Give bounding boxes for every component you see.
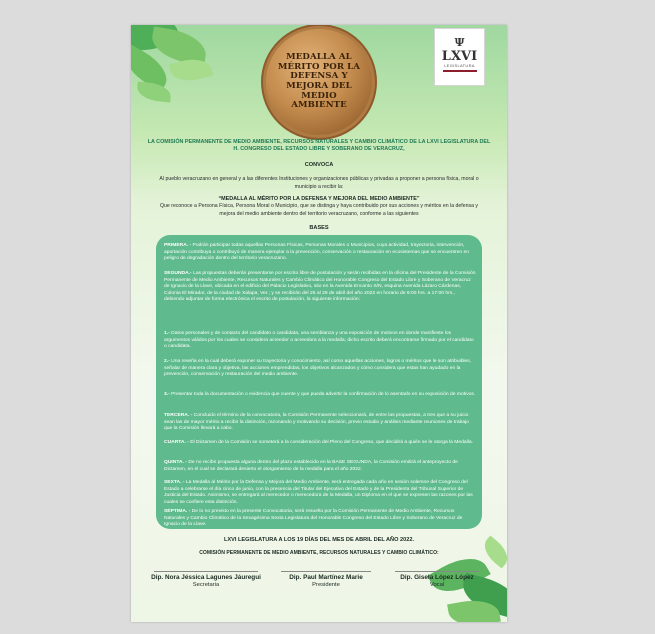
signatory-name: Dip. Nora Jéssica Lagunes Jáuregui <box>151 574 261 581</box>
logo-mark: Ψ <box>454 36 465 49</box>
base-text: Presentar toda la documentación o evidencia que cuente y que pueda advertir la confirmación de lo asentado en su exposición de motivos. <box>169 392 476 397</box>
base-text: Una reseña en la cual deberá exponer su trayectoria y conocimiento, así como aquellas acciones, logros o méritos que le son atribuibles, señalar de manera clara y objetiva, las acciones emprendidas, los objetivos alcanzados y cómo considera que estas han ayudado en la prevención, conservación y restauración del medio ambiente. <box>164 359 472 378</box>
medal-emblem <box>266 29 372 135</box>
commission-heading: LA COMISIÓN PERMANENTE DE MEDIO AMBIENTE, RECURSOS NATURALES Y CAMBIO CLIMÁTICO DE LA LXVI LEGISLATURA DEL H. CONGRESO DEL ESTADO LIBRE Y SOBERANO DE VERACRUZ, <box>147 139 491 153</box>
base-lead: 1.- <box>164 331 170 336</box>
base-paragraph <box>164 413 476 433</box>
signatory-name: Dip. Paul Martínez Marie <box>289 574 363 581</box>
base-lead: QUINTA. - <box>164 460 187 465</box>
convocatoria-poster <box>131 25 507 622</box>
logo-subtitle: LEGISLATURA <box>444 63 475 68</box>
base-text: Datos personales y de contacto del candidato o candidata, una semblanza y una exposición de motivos en donde manifieste los argumentos válidos por los cuales se considera acreedor o acreedora a la medalla; dicho escrito deberá encontrarse firmado por el candidato o candidata. <box>164 331 474 350</box>
base-text: El Dictamen de la Comisión se someterá a la consideración del Pleno del Congreso, que decidirá a quién se le otorga la Medalla. <box>188 440 473 445</box>
bases-title: BASES <box>309 225 329 231</box>
leaf-decoration <box>136 82 171 103</box>
base-paragraph <box>164 331 476 351</box>
signature-line <box>154 571 258 572</box>
base-text: Podrán participar todas aquellas Personas Físicas, Personas Morales o Municipios, cuya actividad, trayectoria, intervención, aportación contribuya o contribuyó de manera ejemplar a la prevención, conservación o restauración en ecosistemas que se encuentren en peligro de degradación dentro del territorio veracruzano. <box>164 243 469 262</box>
legislature-logo <box>434 28 485 86</box>
signatory-role: Secretaria <box>192 582 220 588</box>
base-paragraph <box>164 392 476 399</box>
base-lead: 3.- <box>164 392 170 397</box>
signatory-role: Vocal <box>429 582 445 588</box>
base-text: Concluido el término de la convocatoria, la Comisión Permanente seleccionará, de entre las propuestas, a tres que a su juicio sean las de mayor mérito a recibir la distinción, razonando y motivando su decisión, previo estudio y análisis mediante reuniones de trabajo que la Comisión llevará a cabo. <box>164 413 469 432</box>
recognition-text: Que reconoce a Persona Física, Persona Moral o Municipio, que se distinga y haya contribuido por sus acciones y méritos en la defensa y mejora del medio ambiente dentro del territorio veracruzano, conforme a las siguientes <box>159 203 479 217</box>
base-paragraph <box>164 460 476 473</box>
base-text: Las propuestas deberán presentarse por escrito libre de postulación y serán recibidas en la oficina del Presidente de la Comisión Permanente de Medio Ambiente, Recursos Naturales y Cambio Climático del Honorable Congreso del Estado Libre y Soberano de Veracruz de Ignacio de la Llave, ubicada en el edificio del Palacio Legislativo, sito en la Avenida Encanto S/N, esquina Avenida Lázaro Cárdenas, Colonia El Mirador, de la ciudad de Xalapa, Ver.; y se recibirán del 25 al 29 de abril del año 2022 en horario de 9:00 hrs. a 17:00 hrs., debiendo adjuntar de forma electrónica el escrito de postulación, la siguiente información: <box>164 271 476 303</box>
base-text: La Medalla al Mérito por la Defensa y Mejora del Medio Ambiente, será entregada cada año en sesión solemne del Congreso del Estado a celebrarse el día cinco de junio, con la presencia del Titular del Ejecutivo del Estado y de la Presidenta del Tribunal Superior de Justicia del Estado. Asimismo, se entregará al merecedor o merecedora de la Medalla, un Diploma en el que se expresen las razones por las cuales se confiere esta distinción. <box>164 480 473 505</box>
base-lead: TERCERA. - <box>164 413 193 418</box>
medal-name: “MEDALLA AL MÉRITO POR LA DEFENSA Y MEJORA DEL MEDIO AMBIENTE” <box>218 196 420 202</box>
signature-line <box>395 571 479 572</box>
base-lead: SEXTA. - <box>164 480 185 485</box>
signature-block <box>385 571 489 588</box>
base-lead: 2.- <box>164 359 170 364</box>
bases-card <box>156 235 482 529</box>
base-paragraph <box>164 243 476 263</box>
date-line: LXVI LEGISLATURA A LOS 19 DÍAS DEL MES DE ABRIL DEL AÑO 2022. <box>223 537 414 543</box>
base-paragraph <box>164 440 476 447</box>
medal-title: MEDALLA AL MÉRITO POR LA DEFENSA Y MEJORA DEL MEDIO AMBIENTE <box>277 52 361 111</box>
base-lead: CUARTA. - <box>164 440 189 445</box>
commission-line: COMISIÓN PERMANENTE DE MEDIO AMBIENTE, RECURSOS NATURALES Y CAMBIO CLIMÁTICO: <box>199 550 439 556</box>
base-lead: PRIMERA. - <box>164 243 192 248</box>
base-lead: SEGUNDA.- <box>164 271 192 276</box>
logo-bar <box>443 70 477 72</box>
signatory-name: Dip. Gisela López López <box>400 574 474 581</box>
signatory-role: Presidente <box>312 582 340 588</box>
logo-title: LXVI <box>441 49 478 64</box>
base-paragraph <box>164 359 476 379</box>
base-paragraph <box>164 509 476 529</box>
base-lead: SÉPTIMA. - <box>164 509 191 514</box>
intro-text: Al pueblo veracruzano en general y a las diferentes Instituciones y organizaciones públicas y privadas a proponer a persona física, moral o municipio a recibir la: <box>159 176 479 190</box>
base-paragraph <box>164 271 476 304</box>
base-text: De no recibir propuesta alguna dentro del plazo establecido en la BASE SEGUNDA, la Comisión emitirá el anteproyecto de Dictamen, en el cual se declarará desierto el otorgamiento de la medalla para el año 2022. <box>164 460 458 472</box>
base-text: De lo no previsto en la presente Convocatoria, será resuelto por la Comisión Permanente de Medio Ambiente, Recursos Naturales y Cambio Climático de la Sexagésima Sexta Legislatura del Honorable Congreso del Estado Libre y Soberano de Veracruz de Ignacio de la Llave. <box>164 509 463 528</box>
signature-block <box>143 571 269 588</box>
signature-block <box>273 571 379 588</box>
convoca-title: CONVOCA <box>304 162 334 168</box>
signature-line <box>281 571 371 572</box>
base-paragraph <box>164 480 476 506</box>
